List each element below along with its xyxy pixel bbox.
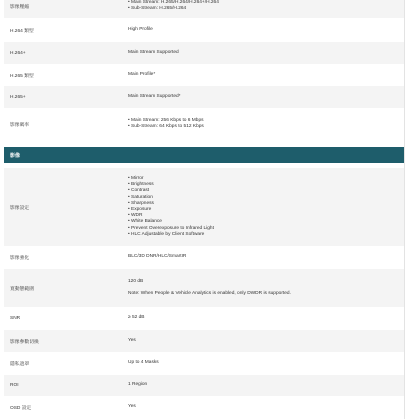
spec-row-h264-type <box>4 19 404 42</box>
spec-key: H.265 類型 <box>10 73 34 79</box>
spec-key: OSD 設定 <box>10 406 32 411</box>
spec-key: 影像壓縮 <box>10 4 30 10</box>
spec-value <box>128 330 404 352</box>
spec-table <box>4 0 405 419</box>
spec-value-line: • Brightness <box>128 182 154 188</box>
spec-value-line: • Sub-Stream: 64 Kbps to 512 Kbps <box>128 124 204 129</box>
spec-value <box>128 42 404 64</box>
spec-value-line: • Mirror <box>128 175 144 181</box>
spec-value-line: • Prevent Overexposure to Infrared Light <box>128 225 214 231</box>
spec-value-line: • Sub-Stream: H.265/H.264 <box>128 6 187 11</box>
spec-key: 寬動態範圍 <box>10 286 34 292</box>
spec-value-note: Note: When People & Vehicle Analytics is enabled, only DWDR is supported. <box>128 291 291 296</box>
spec-row-wdr <box>4 269 404 308</box>
spec-value <box>128 353 404 374</box>
spec-key: 影像設定 <box>10 205 30 211</box>
spec-key: 影像強化 <box>10 256 30 261</box>
spec-value-line: • Sharpness <box>128 200 154 206</box>
spec-row-h265-type <box>4 65 404 86</box>
spec-value-line: Yes <box>128 337 136 343</box>
spec-value-line: BLC/3D DNR/HLC/SmartIR <box>128 254 187 260</box>
spec-value-line: 1 Region <box>128 382 148 388</box>
spec-row-bitrate <box>4 109 404 140</box>
spec-value-line: • Main Stream: 256 Kbps to 6 Mbps <box>128 117 204 123</box>
spec-row-image-settings <box>4 168 404 247</box>
spec-value <box>128 168 404 246</box>
spec-value-line: Main Stream Supported <box>128 49 179 55</box>
spec-value-line: • WDR <box>128 213 143 219</box>
spec-row-h265-plus <box>4 86 404 109</box>
spec-row-privacy-mask <box>4 353 404 375</box>
spec-value-line: Main Profile* <box>128 71 156 77</box>
spec-row-osd <box>4 397 404 419</box>
spec-key: ROI <box>10 383 19 388</box>
spec-value-line: • Exposure <box>128 207 152 212</box>
spec-key: 影像參數切換 <box>10 339 39 345</box>
section-header-image: 影像 <box>4 147 404 163</box>
spec-value-line: Yes <box>128 404 136 410</box>
spec-value <box>128 109 404 139</box>
spec-value-line: ≥ 52 dB <box>128 315 145 321</box>
spec-value <box>128 65 404 85</box>
spec-value-line: High Profile <box>128 26 153 32</box>
spec-value <box>128 397 404 418</box>
spec-value <box>128 19 404 41</box>
spec-value-line: Main Stream Supported* <box>128 93 181 99</box>
spec-value-line: 120 dB <box>128 279 144 284</box>
spec-row-roi <box>4 375 404 397</box>
spec-value <box>128 308 404 329</box>
spec-value-line: Up to 4 Masks <box>128 360 159 366</box>
spec-value <box>128 0 404 18</box>
spec-row-h264-plus <box>4 42 404 65</box>
spec-key: 影像碼率 <box>10 122 30 128</box>
spec-value-line: • Saturation <box>128 194 153 200</box>
spec-key: 隱私遮罩 <box>10 362 30 367</box>
spec-value-line: • White Balance <box>128 219 162 225</box>
spec-value-line: • Contrast <box>128 188 150 194</box>
spec-value <box>128 86 404 108</box>
spec-value-line: • Main Stream: H.265/H.264/H.264+/H.264 <box>128 0 219 5</box>
spec-key: SNR <box>10 316 21 321</box>
spec-value <box>128 247 404 268</box>
section-spacer <box>4 140 404 147</box>
spec-key: H.264 類型 <box>10 28 34 34</box>
spec-row-image-enhancement <box>4 247 404 269</box>
spec-key: H.264+ <box>10 50 26 56</box>
spec-value <box>128 269 404 307</box>
spec-key: H.265+ <box>10 94 26 100</box>
spec-row-image-parameter-switch <box>4 330 404 353</box>
spec-row-video-compression <box>4 0 404 19</box>
spec-value-line: • HLC Adjustable by Client Software <box>128 231 205 237</box>
spec-row-snr <box>4 308 404 330</box>
spec-value <box>128 375 404 396</box>
